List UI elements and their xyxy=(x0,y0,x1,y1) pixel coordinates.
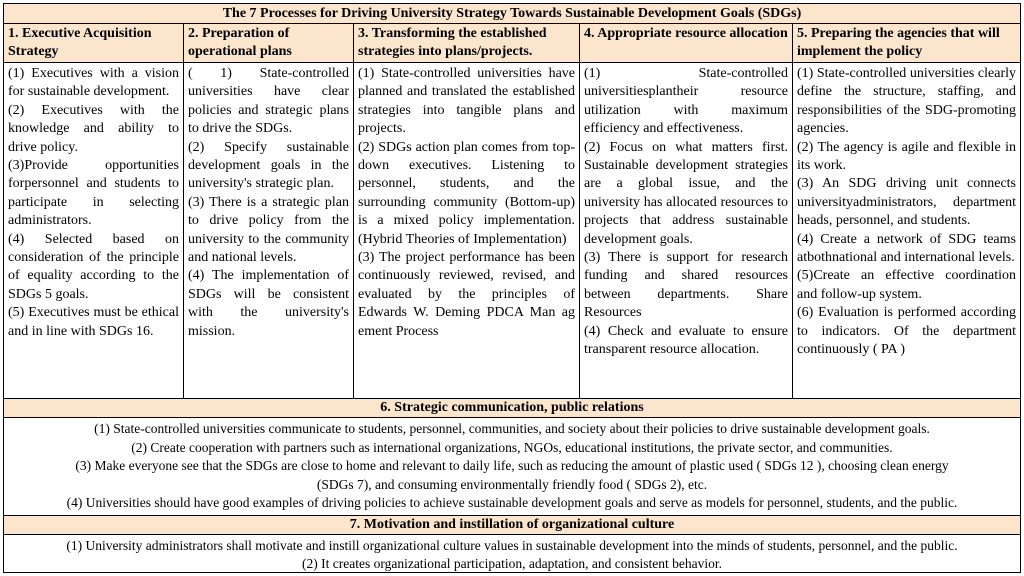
column-body xyxy=(580,63,792,362)
list-item: (3) There is support for research funding and shared resources between departments. Share Resources xyxy=(584,250,788,321)
section-7-body xyxy=(4,535,1020,576)
section-6-body xyxy=(4,418,1020,516)
column-executive-acquisition xyxy=(4,24,184,398)
column-implementing-agencies xyxy=(793,24,1020,398)
list-item: (2) Focus on what matters first. Sustainable development strategies are a global issue, and the university has allocated resources to projects that address sustainable development goals. xyxy=(584,139,788,247)
list-item: (2) Create cooperation with partners such as international organizations, NGOs, educational institutions, the private sector, and communities. xyxy=(131,439,893,455)
column-body xyxy=(354,63,579,343)
sdg-process-table xyxy=(3,3,1021,573)
column-heading: 3. Transforming the established strategies into plans/projects. xyxy=(354,24,579,63)
list-item: (1) Executives with a vision for sustainable development. xyxy=(8,66,179,100)
list-item: (6) Evaluation is performed according to indicators. Of the department continuously ( PA ) xyxy=(797,305,1016,358)
list-item: (2) SDGs action plan comes from top-down executives. Listening to personnel, students, and the surrounding community (Bottom-up) is a mixed policy implementation. (Hybrid Theories of Implementation) xyxy=(358,139,575,247)
section-7-heading: 7. Motivation and instillation of organizational culture xyxy=(4,516,1020,535)
list-item: (1) University administrators shall motivate and instill organizational culture values in sustainable development into the minds of students, personnel, and the public. xyxy=(66,537,958,553)
list-item: (3) The project performance has been continuously reviewed, revised, and evaluated by the principles of Edwards W. Deming PDCA Man ag ement Process xyxy=(358,250,575,339)
list-item: (1) State-controlled universities communicate to students, personnel, communities, and society about their policies to drive sustainable development goals. xyxy=(94,421,930,436)
column-operational-plans xyxy=(184,24,354,398)
column-body xyxy=(184,63,353,343)
column-heading: 5. Preparing the agencies that will implement the policy xyxy=(793,24,1020,63)
list-item: (2) Specify sustainable development goals in the university's strategic plan. xyxy=(188,139,349,192)
list-item: (3) An SDG driving unit connects universityadministrators, department heads, personnel, and students. xyxy=(797,176,1016,229)
column-transforming-strategies xyxy=(354,24,580,398)
process-columns xyxy=(4,24,1020,399)
list-item: (4) Check and evaluate to ensure transparent resource allocation. xyxy=(584,323,788,358)
column-resource-allocation xyxy=(580,24,793,398)
list-item: (2) The agency is agile and flexible in its work. xyxy=(797,139,1016,174)
list-item: ( 1) State-controlled universities have clear policies and strategic plans to drive the SDGs. xyxy=(188,66,349,137)
list-item: (2) Executives with the knowledge and ability to drive policy. xyxy=(8,102,179,155)
list-item: (5)Create an effective coordination and follow-up system. xyxy=(797,268,1016,302)
list-item: (5) Executives must be ethical and in line with SDGs 16. xyxy=(8,305,179,339)
list-item: (2) It creates organizational participation, adaptation, and consistent behavior. xyxy=(302,556,722,571)
column-body xyxy=(793,63,1020,362)
list-item: (3)Provide opportunities forpersonnel and students to participate in selecting administrators. xyxy=(8,158,179,229)
list-item: (1) State-controlled universitiesplantheir resource utilization with maximum efficiency and effectiveness. xyxy=(584,66,788,137)
column-heading: 1. Executive Acquisition Strategy xyxy=(4,24,183,63)
table-title: The 7 Processes for Driving University Strategy Towards Sustainable Development Goals (SDGs) xyxy=(4,4,1020,24)
list-item: (4) Create a network of SDG teams atbothnational and international levels. xyxy=(797,231,1016,266)
list-item: (4) The implementation of SDGs will be consistent with the university's mission. xyxy=(188,268,349,339)
list-item: (4) Universities should have good examples of driving policies to achieve sustainable development goals and serve as models for personnel, students, and the public. xyxy=(66,495,958,510)
section-6-heading: 6. Strategic communication, public relations xyxy=(4,399,1020,418)
list-item: (4) Selected based on consideration of the principle of equality according to the SDGs 5 goals. xyxy=(8,231,179,302)
list-item: (1) State-controlled universities have planned and translated the established strategies into tangible plans and projects. xyxy=(358,66,575,137)
column-heading: 2. Preparation of operational plans xyxy=(184,24,353,63)
column-heading: 4. Appropriate resource allocation xyxy=(580,24,792,63)
column-body xyxy=(4,63,183,343)
list-item: (1) State-controlled universities clearly define the structure, staffing, and responsibilities of the SDG-promoting agencies. xyxy=(797,66,1016,137)
list-item: (3) Make everyone see that the SDGs are close to home and relevant to daily life, such as reducing the amount of plastic used ( SDGs 12 ), choosing clean energy (SDGs 7), and consuming environmentally friendly food ( SDGs 2), etc. xyxy=(75,458,949,492)
list-item: (3) There is a strategic plan to drive policy from the university to the community and national levels. xyxy=(188,194,349,266)
